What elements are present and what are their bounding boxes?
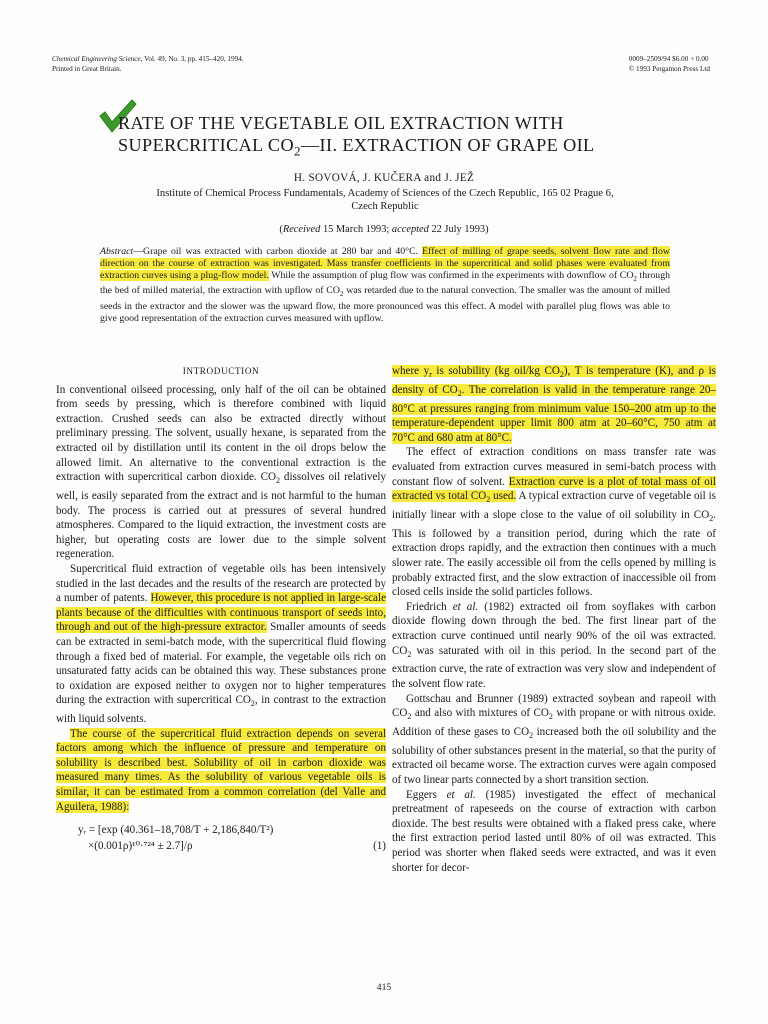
accepted-date: 22 July 1993 bbox=[428, 224, 486, 235]
right-p3-sub: 2 bbox=[407, 649, 412, 659]
abstract-highlight: Effect of milling of grape seeds, solvent flow rate and flow direction on the course of extraction was investigated. Mass transfer coefficients in the supercritical and solid phases were evaluated from extraction curves using a plug-flow model. bbox=[100, 246, 670, 281]
right-p1-sub-2: 2 bbox=[559, 370, 564, 380]
issn-price: 0009–2509/94 $6.00 + 0.00 bbox=[628, 55, 709, 63]
abstract-text-2a: While the assumption of plug flow was confirmed in the experiments with downflow of CO bbox=[268, 269, 634, 281]
abstract bbox=[100, 246, 670, 325]
title-line-2-pre: SUPERCRITICAL CO bbox=[118, 135, 295, 155]
section-heading: INTRODUCTION bbox=[182, 366, 260, 376]
right-p4-sub-2: 2 bbox=[548, 712, 553, 722]
left-column bbox=[56, 364, 386, 854]
page-number: 415 bbox=[376, 982, 392, 993]
right-p3-text-a: Friedrich bbox=[406, 600, 453, 613]
right-paragraph-5 bbox=[392, 788, 716, 876]
right-p2-highlight-end: used. bbox=[490, 490, 517, 503]
right-p2-text-b: A typical extraction curve of vegetable oil is initially linear with a slope close to the value of oil solubility in CO bbox=[392, 490, 716, 521]
right-p2-highlight-sub: 2 bbox=[486, 495, 491, 505]
accepted-label: accepted bbox=[391, 224, 429, 235]
paper-title bbox=[118, 112, 678, 163]
affiliation-line-2: Czech Republic bbox=[351, 201, 419, 212]
right-p1-sub-1: r bbox=[429, 370, 432, 380]
journal-citation bbox=[52, 54, 244, 74]
journal-name: Chemical Engineering Science bbox=[52, 55, 141, 63]
journal-details: , Vol. 49, No. 3, pp. 415–420, 1994. bbox=[140, 55, 244, 63]
copyright: © 1993 Pergamon Press Ltd bbox=[628, 65, 710, 73]
right-p4-sub-3: 2 bbox=[529, 731, 534, 741]
received-close: ) bbox=[485, 224, 489, 235]
right-p5-text-b: (1985) investigated the effect of mechanical pretreatment of rapeseeds on the course of extraction with carbon dioxide. The best results were obtained with a flaked press cake, where the first extraction period lasted until 80% of oil was extracted. This period was shorter when flaked seeds were extracted, and was it even shorter for decor- bbox=[392, 788, 716, 874]
equation-line-2: ×(0.001ρ)¹⁰·⁷²⁴ ± 2.7]/ρ bbox=[88, 840, 193, 853]
right-p5-text-a: Eggers bbox=[406, 788, 447, 801]
intro-p1-text-a: In conventional oilseed processing, only half of the oil can be obtained from seeds by pressing, which is therefore combined with liquid extraction. Crushed seeds can also be extracted directly without preliminary pressing. The solvent, usually hexane, is separated from the extracted oil by distillation until its content in the oil drops below the allowed limit. An alternative to the conventional extraction is the extraction with supercritical carbon dioxide. CO bbox=[56, 383, 386, 484]
right-paragraph-3 bbox=[392, 600, 716, 692]
affiliation bbox=[90, 187, 680, 213]
right-p1-text-d: . The correlation is valid in the temperature range 20–80°C at pressures ranging from minimum value 150–200 atm up to the temperature-dependent upper limit 800 atm at 20–60°C, 750 atm at 70°C and 680 atm at 80°C. bbox=[392, 383, 716, 444]
intro-p1-text-b: dissolves oil relatively well, is easily separated from the extract and is not harmful to the human body. The process is carried out at pressures of several hundred atmospheres. Compared to the liquid extraction, the investment costs are higher, but operating costs are lower due to the simple solvent regeneration. bbox=[56, 471, 386, 561]
title-line-2 bbox=[118, 134, 678, 163]
right-p1-text-a: where y bbox=[392, 365, 430, 377]
right-p3-etal: et al. bbox=[452, 600, 479, 613]
right-p4-text-c: with propane or with nitrous oxide. Addition of these gases to CO bbox=[392, 707, 716, 738]
right-paragraph-2 bbox=[392, 445, 716, 599]
right-p1-highlight bbox=[392, 365, 716, 444]
abstract-text-2c: was retarded due to the natural convection. The smaller was the amount of milled seeds in the extractor and the slower was the upward flow, the more pronounced was this effect. A model with parallel plug flows was able to give good representation of the extraction curves measured with upflow. bbox=[100, 285, 670, 324]
equation-number: (1) bbox=[373, 840, 386, 853]
intro-p2-highlight: However, this procedure is not applied in large-scale plants because of the difficulties with continuous transport of seeds into, through and out of the high-pressure extractor. bbox=[56, 592, 386, 634]
intro-p2-text-c: , in contrast to the extraction with liquid solvents. bbox=[56, 694, 386, 726]
received-open: ( bbox=[279, 224, 283, 235]
intro-p1-sub: 2 bbox=[276, 476, 281, 486]
printed-in: Printed in Great Britain. bbox=[52, 65, 122, 73]
right-column bbox=[392, 364, 716, 875]
right-p1-sub-3: 2 bbox=[457, 389, 462, 399]
abstract-text-1: —Grape oil was extracted with carbon dioxide at 280 bar and 40°C. bbox=[133, 246, 423, 257]
right-p1-text-c: ), T is temperature (K), and ρ is density of CO bbox=[392, 365, 716, 396]
intro-p2-text-b: Smaller amounts of seeds can be extracted in semi-batch mode, with the supercritical fluid flowing through a fixed bed of material. For example, the vegetable oils rich on unsaturated fatty acids can be obtained this way. These substances prone to oxidation are exposed neither to oxygen nor to higher temperatures during the extraction with supercritical CO bbox=[56, 621, 386, 707]
abstract-label: Abstract bbox=[100, 246, 134, 257]
received-date: 15 March 1993; bbox=[320, 224, 392, 235]
right-p4-sub-1: 2 bbox=[407, 712, 412, 722]
intro-paragraph-2 bbox=[56, 562, 386, 727]
right-p4-text-d: increased both the oil solubility and the solubility of other substances present in the material, so that the purity of extracted oil became worse. The extraction curves were again composed of two linear parts connected by a short transition section. bbox=[392, 725, 716, 786]
intro-p2-text-a: Supercritical fluid extraction of vegetable oils has been intensively studied in the last decades and the results of the research are protected by a number of patents. bbox=[56, 562, 386, 605]
right-p2-text-a: The effect of extraction conditions on mass transfer rate was evaluated from extraction curves measured in semi-batch process with constant flow of solvent. bbox=[392, 446, 716, 488]
title-line-1: RATE OF THE VEGETABLE OIL EXTRACTION WITH bbox=[118, 113, 564, 133]
right-p2-text-c: . This is followed by a transition period, during which the rate of extraction drops rapidly, and the extraction then continues with a much slower rate. The easily accessible oil from the cells opened by milling is probably extracted first, and the slow extraction of inaccessible oil from closed cells inside the solid particles follows. bbox=[392, 509, 716, 599]
right-p1-text-b: is solubility (kg oil/kg CO bbox=[431, 365, 560, 377]
right-paragraph-4 bbox=[392, 692, 716, 788]
right-p5-etal: et al. bbox=[446, 788, 476, 801]
equation-line-1: yᵣ = [exp (40.361–18,708/T + 2,186,840/T²) bbox=[78, 824, 274, 837]
received-label: Received bbox=[282, 224, 321, 235]
right-p2-sub: 2 bbox=[709, 514, 714, 524]
title-line-2-post: —II. EXTRACTION OF GRAPE OIL bbox=[300, 135, 595, 155]
right-p4-text-b: and also with mixtures of CO bbox=[411, 707, 549, 720]
title-line-2-sub: 2 bbox=[294, 143, 301, 159]
intro-paragraph-1 bbox=[56, 383, 386, 562]
right-p4-text-a: Gottschau and Brunner (1989) extracted soybean and rapeoil with CO bbox=[392, 692, 716, 720]
abstract-sub-1: 2 bbox=[633, 274, 637, 283]
right-p2-highlight-text: Extraction curve is a plot of total mass of oil extracted vs total CO bbox=[392, 475, 717, 503]
intro-paragraph-3 bbox=[56, 727, 386, 815]
authors: H. SOVOVÁ, J. KUČERA and J. JEŽ bbox=[293, 172, 475, 184]
intro-p3-highlight: The course of the supercritical fluid extraction depends on several factors among which the influence of pressure and temperature on solubility is described best. Solubility of oil in carbon dioxide was measured many times. As the solubility of various vegetable oils is similar, it can be estimated from a common correlation (del Valle and Aguilera, 1988): bbox=[56, 727, 386, 813]
issn-block bbox=[629, 54, 710, 74]
right-p3-text-b: (1982) extracted oil from soyflakes with carbon dioxide flowing down through the bed. The first linear part of the extraction curve continued until nearly 90% of the oil was extracted. CO bbox=[392, 600, 716, 657]
affiliation-line-1: Institute of Chemical Process Fundamentals, Academy of Sciences of the Czech Republic, 165 02 Prague 6, bbox=[156, 188, 614, 199]
abstract-text-2b: through the bed of milled material, the extraction with upflow of CO bbox=[100, 269, 671, 297]
right-p3-text-c: was saturated with oil in this period. In the second part of the extraction curve, the rate of extraction was very slow and independent of the solvent flow rate. bbox=[392, 644, 716, 690]
right-paragraph-1 bbox=[392, 364, 716, 445]
equation-1 bbox=[56, 822, 386, 854]
intro-p2-sub: 2 bbox=[250, 699, 255, 709]
abstract-sub-2: 2 bbox=[339, 290, 344, 299]
received-dates bbox=[0, 224, 768, 235]
